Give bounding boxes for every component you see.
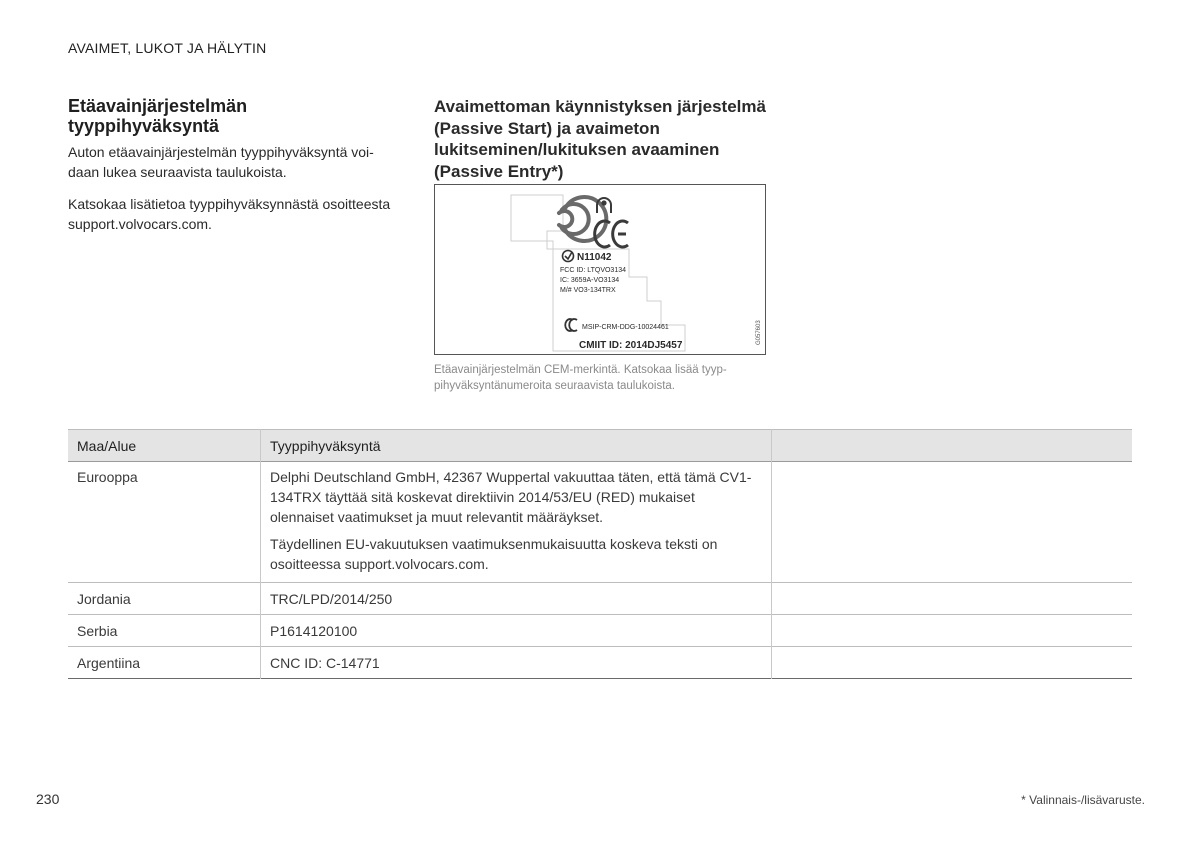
footnote: * Valinnais-/lisävaruste. [1021,793,1145,807]
ic-text: IC: 3659A-VO3134 [560,277,620,284]
approval-paragraph: Delphi Deutschland GmbH, 42367 Wuppertal vakuuttaa täten, että tämä CV1-134TRX täyttää sitä koskevat direktiivin 2014/53/EU (RED) mukaiset olennaiset vaatimukset ja muut relevantit määräykset. [270,469,752,525]
table-row [68,615,1132,647]
msip-text: MSIP-CRM-DDG-10024461 [582,324,669,331]
passive-entry-heading: Avaimettoman käynnistyksen järjestelmä (Passive Start) ja avaimeton lukitseminen/lukituksen avaaminen (Passive Entry*) [434,97,766,181]
figure-caption: Etäavainjärjestelmän CEM-merkintä. Katsokaa lisää tyyppihyväksyntänumeroita seuraavista taulukoista. [434,364,727,392]
cell-country: Argentiina [68,647,261,679]
model-text: M/# VO3-134TRX [560,287,616,294]
rcm-mark-icon [559,197,606,241]
cell-empty [772,647,1133,679]
table-row [68,647,1132,679]
passive-entry-section [434,96,774,186]
cell-country: Eurooppa [68,462,261,583]
cell-approval: TRC/LPD/2014/250 [261,583,772,615]
c-tick-icon [563,251,574,262]
header-country: Maa/Alue [68,430,261,462]
type-approval-paragraph-1: Auton etäavainjärjestelmän tyyppihyväksyntä voidaan lukea seuraavista taulukoista. [68,144,374,180]
type-approval-paragraph-2: Katsokaa lisätietoa tyyppihyväksynnästä osoitteesta support.volvocars.com. [68,196,391,232]
table-row [68,583,1132,615]
cell-approval: CNC ID: C-14771 [261,647,772,679]
type-approval-section [68,96,398,246]
cell-country: Jordania [68,583,261,615]
n-code-text: N11042 [577,252,612,263]
table-header-row [68,430,1132,462]
cmiit-text: CMIIT ID: 2014DJ5457 [579,340,683,351]
approval-paragraph: Täydellinen EU-vakuutuksen vaatimuksenmukaisuutta koskeva teksti on osoitteessa support.volvocars.com. [270,536,718,572]
cell-approval: P1614120100 [261,615,772,647]
cell-country: Serbia [68,615,261,647]
type-approval-heading: Etäavainjärjestelmän tyyppihyväksyntä [68,96,248,136]
type-approval-table [68,429,1132,679]
cem-label-drawing [435,185,765,354]
fcc-id-text: FCC ID: LTQVO3134 [560,267,627,274]
cell-empty [772,462,1133,583]
figure-id-text: G057603 [756,320,762,345]
table-row [68,462,1132,583]
cell-approval [261,462,772,583]
section-header: AVAIMET, LUKOT JA HÄLYTIN [68,40,267,56]
header-empty [772,430,1133,462]
cell-empty [772,583,1133,615]
kc-mark-icon [565,319,577,331]
cem-label-image [434,184,766,355]
header-approval: Tyyppihyväksyntä [261,430,772,462]
cell-empty [772,615,1133,647]
page-number: 230 [36,791,60,807]
